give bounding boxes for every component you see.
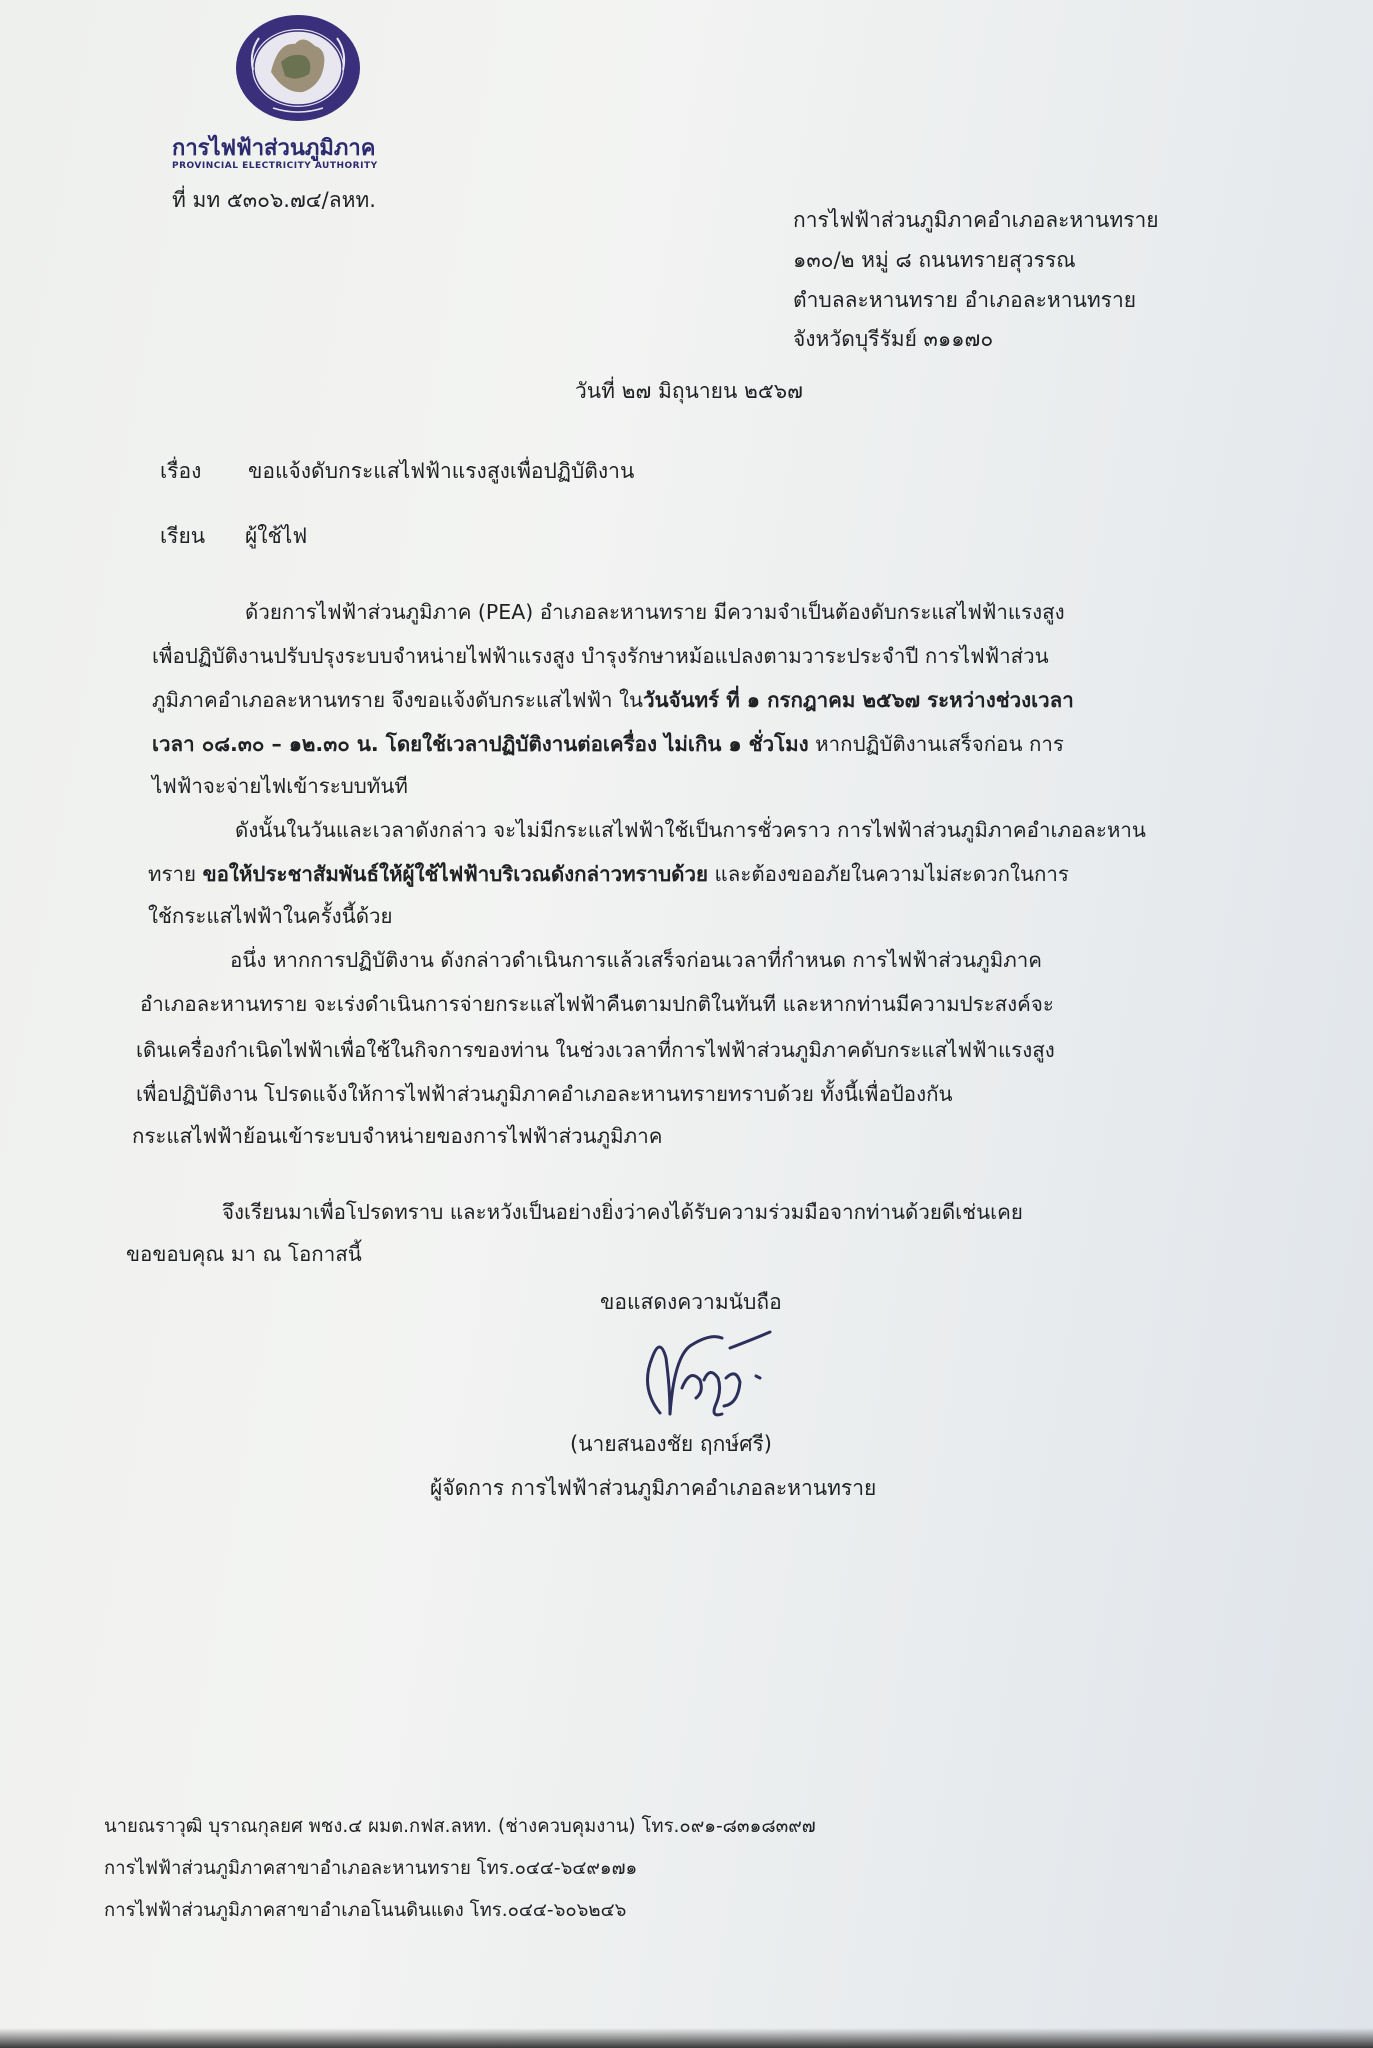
outage-time-bold: เวลา ๐๘.๓๐ – ๑๒.๓๐ น. โดยใช้เวลาปฏิบัติงานต่อเครื่อง ไม่เกิน ๑ ชั่วโมง [152,732,809,756]
page-edge-shadow [0,2028,1373,2048]
body-p3-line-3: เดินเครื่องกำเนิดไฟฟ้าเพื่อใช้ในกิจการของท่าน ในช่วงเวลาที่การไฟฟ้าส่วนภูมิภาคดับกระแสไฟฟ้าแรงสูง [136,1038,1055,1062]
org-name-english: PROVINCIAL ELECTRICITY AUTHORITY [172,161,378,171]
signer-title: ผู้จัดการ การไฟฟ้าส่วนภูมิภาคอำเภอละหานทราย [430,1476,877,1500]
letter-date: วันที่ ๒๗ มิถุนายน ๒๕๖๗ [575,379,803,403]
body-p4-line-1: จึงเรียนมาเพื่อโปรดทราบ และหวังเป็นอย่างยิ่งว่าคงได้รับความร่วมมือจากท่านด้วยดีเช่นเคย [222,1200,1023,1224]
body-p2-line-3: ใช้กระแสไฟฟ้าในครั้งนี้ด้วย [148,904,393,928]
body-p2-line-2 [148,858,1069,891]
body-p1-line-3-a: ภูมิภาคอำเภอละหานทราย จึงขอแจ้งดับกระแสไฟฟ้า ใน [152,688,644,712]
subject-text: ขอแจ้งดับกระแสไฟฟ้าแรงสูงเพื่อปฏิบัติงาน [248,459,635,483]
body-p3-line-4: เพื่อปฏิบัติงาน โปรดแจ้งให้การไฟฟ้าส่วนภูมิภาคอำเภอละหานทรายทราบด้วย ทั้งนี้เพื่อป้องกัน [136,1082,953,1106]
body-p1-line-4-b: หากปฏิบัติงานเสร็จก่อน การ [808,732,1064,756]
body-p4-line-2: ขอขอบคุณ มา ณ โอกาสนี้ [126,1242,362,1266]
signer-name: (นายสนองชัย ฤกษ์ศรี) [570,1432,772,1456]
body-p1-line-2: เพื่อปฏิบัติงานปรับปรุงระบบจำหน่ายไฟฟ้าแรงสูง บำรุงรักษาหม้อแปลงตามวาระประจำปี การไฟฟ้าส่วน [152,644,1049,668]
address-line-4: จังหวัดบุรีรัมย์ ๓๑๑๗๐ [793,327,994,351]
address-line-2: ๑๓๐/๒ หมู่ ๘ ถนนทรายสุวรรณ [793,248,1076,272]
closing-salutation: ขอแสดงความนับถือ [600,1290,782,1314]
recipient-label: เรียน [160,524,206,548]
pea-logo [168,12,428,124]
publicize-request-bold: ขอให้ประชาสัมพันธ์ให้ผู้ใช้ไฟฟ้าบริเวณดังกล่าวทราบด้วย [202,862,709,886]
handwritten-signature-icon [630,1318,780,1423]
subject-label: เรื่อง [160,459,202,483]
contact-line-1: นายณราวุฒิ บุราณกุลยศ พชง.๔ ผมต.กฟส.ลหท. (ช่างควบคุมงาน) โทร.๐๙๑-๘๓๑๘๓๙๗ [104,1816,816,1837]
body-p2-line-2-c: และต้องขออภัยในความไม่สะดวกในการ [708,862,1069,886]
pea-seal-icon [233,12,363,124]
body-p1-line-3 [152,684,1074,717]
contact-line-3: การไฟฟ้าส่วนภูมิภาคสาขาอำเภอโนนดินแดง โทร.๐๔๔-๖๐๖๒๔๖ [104,1900,627,1921]
address-line-3: ตำบลละหานทราย อำเภอละหานทราย [793,288,1137,312]
document-number: ที่ มท ๕๓๐๖.๗๔/ลหท. [172,188,376,212]
body-p1-line-5: ไฟฟ้าจะจ่ายไฟเข้าระบบทันที [152,774,408,798]
body-p1-line-4 [152,728,1064,761]
body-p3-line-1: อนึ่ง หากการปฏิบัติงาน ดังกล่าวดำเนินการแล้วเสร็จก่อนเวลาที่กำหนด การไฟฟ้าส่วนภูมิภาค [230,948,1043,972]
recipient-text: ผู้ใช้ไฟ [245,524,308,548]
body-p2-line-2-a: ทราย [148,862,203,886]
body-p1-line-1: ด้วยการไฟฟ้าส่วนภูมิภาค (PEA) อำเภอละหานทราย มีความจำเป็นต้องดับกระแสไฟฟ้าแรงสูง [245,600,1065,624]
outage-date-bold: วันจันทร์ ที่ ๑ กรกฎาคม ๒๕๖๗ ระหว่างช่วงเวลา [643,688,1074,712]
body-p3-line-2: อำเภอละหานทราย จะเร่งดำเนินการจ่ายกระแสไฟฟ้าคืนตามปกติในทันที และหากท่านมีความประสงค์จะ [140,992,1054,1016]
contact-line-2: การไฟฟ้าส่วนภูมิภาคสาขาอำเภอละหานทราย โทร.๐๔๔-๖๔๙๑๗๑ [104,1858,638,1879]
body-p3-line-5: กระแสไฟฟ้าย้อนเข้าระบบจำหน่ายของการไฟฟ้าส่วนภูมิภาค [132,1124,663,1148]
address-line-1: การไฟฟ้าส่วนภูมิภาคอำเภอละหานทราย [793,208,1159,232]
org-name-thai: การไฟฟ้าส่วนภูมิภาค [172,136,376,161]
body-p2-line-1: ดังนั้นในวันและเวลาดังกล่าว จะไม่มีกระแสไฟฟ้าใช้เป็นการชั่วคราว การไฟฟ้าส่วนภูมิภาคอำเภอละหาน [235,818,1146,842]
